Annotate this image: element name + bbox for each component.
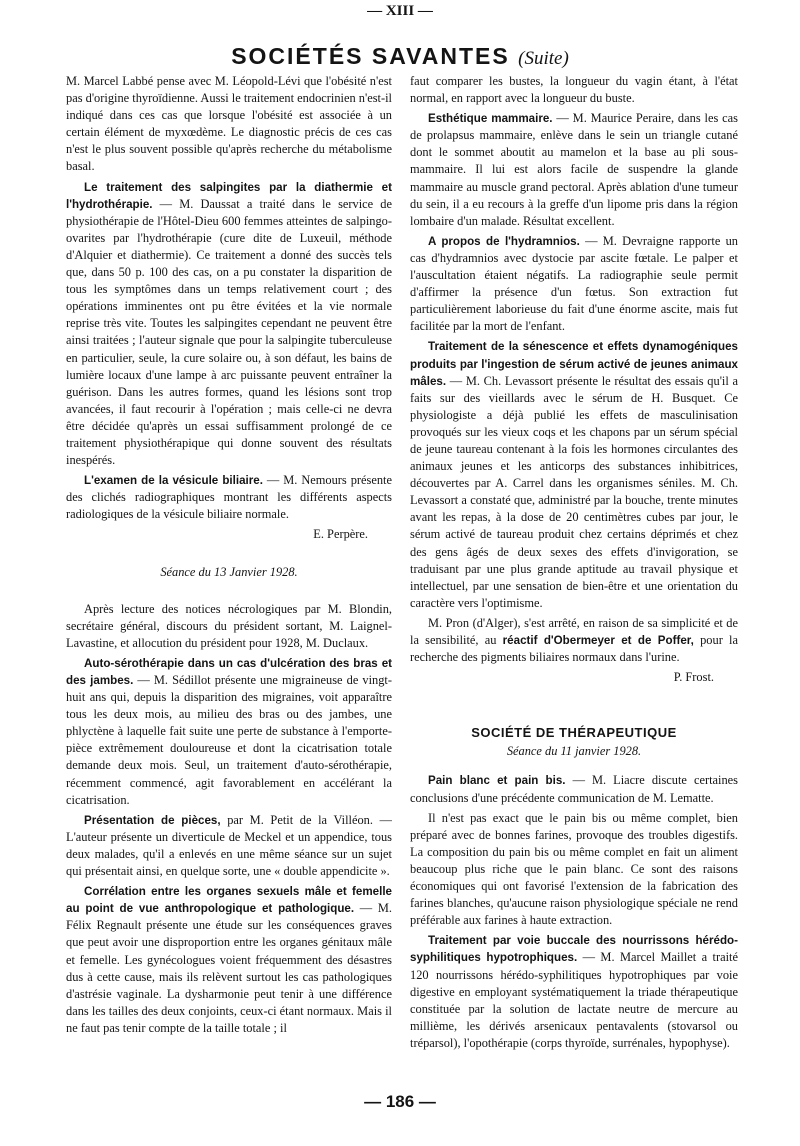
session-date: Séance du 11 janvier 1928. (506, 744, 642, 759)
article-body: M. Pron (d'Alger), s'est arrêté, en raison de sa simplicité et de la sensibilité, au (410, 615, 738, 647)
paragraph (410, 772, 738, 806)
paragraph (410, 615, 738, 666)
article-heading: Corrélation entre les organes sexuels mâle et femelle au point de vue anthropologique et pathologique. (66, 885, 392, 916)
paragraph: faut comparer les bustes, la longueur du vagin étant, à l'état normal, en rapport avec la longueur du buste. (410, 74, 738, 106)
article-heading: Le traitement des salpingites par la diathermie et l'hydrothérapie. (66, 180, 392, 211)
paragraph (66, 883, 392, 1037)
title-suffix: (Suite) (518, 48, 569, 69)
title-main: SOCIÉTÉS SAVANTES (231, 43, 510, 69)
article-heading: L'examen de la vésicule biliaire. (84, 474, 263, 488)
article-body: — M. Devraigne rapporte un cas d'hydramnios avec dystocie par ascite fœtale. Le palper et l'auscultation étaient négatifs. La radiographie seule permit d'affirmer la présence d'un fœtus. Son extraction fut particulièrement laborieuse du fait d'une énorme ascite, mais fut facilitée par la mort de l'enfant. (410, 233, 738, 334)
article-body: — M. Félix Regnault présente une étude sur les conséquences graves que peut avoir une disproportion entre les organes génitaux mâle et femelle. Les gynécologues voient fréquemment des désastres dus à cette cause, mais ils relèvent surtout les cas pathologiques d'astrésie vaginale. La dysharmonie peut tenir à une différence dans les tailles des deux conjoints, ceux-ci étant normaux. Mais il ne faut pas tenir compte de la taille totale ; il (66, 901, 392, 1035)
paragraph (66, 655, 392, 809)
article-body: — M. Maurice Peraire, dans les cas de prolapsus mammaire, enlève dans le sein un triangle cutané dont le sommet aboutit au mamelon et la base au pli sous-mammaire. Il lui est alors facile de suspendre la glande mammaire au muscle grand pectoral. Après ablation d'une tumeur du sein, il a eu recours à la greffe d'un lipome pris dans la région lombaire d'un malade. Résultat excellent. (410, 111, 738, 228)
author-signature: P. Frost. (673, 670, 714, 685)
paragraph: M. Marcel Labbé pense avec M. Léopold-Lévi que l'obésité n'est pas d'origine thyroïdienne. Aussi le traitement endocrinien n'est-il indiqué dans ces cas que lorsque l'obésité est associée à un certain élément de myxœdème. Le diagnostic précis de ces cas n'est le plus souvent possible qu'après recherche du métabolisme basal. (66, 74, 392, 174)
paragraph (410, 110, 738, 230)
article-heading: Présentation de pièces, (84, 813, 221, 827)
paragraph (410, 338, 738, 612)
session-date: Séance du 13 Janvier 1928. (160, 564, 298, 579)
author-signature: E. Perpère. (313, 527, 368, 542)
article-body: — M. Daussat a traité dans le service de physiothérapie de l'Hôtel-Dieu 600 femmes atteintes de salpingo-ovarites par l'hydrothérapie (cure dite de Luxeuil, méthode d'Alquier et diathermie). Ce traitement a donné des succès tels que, dans 50 p. 100 des cas, on a pu constater la disparition de tous les symptômes dans un temps relativement court ; des opérations imminentes ont pu être évitées et la vie normale reprise très vite. Toutes les salpingites cependant ne peuvent être ainsi traitées ; l'auteur signale que pour la salpingite tuberculeuse en particulier, seule, la cure solaire ou, à son défaut, les bains de lumière locaux d'une lampe à arc puissante peuvent entraîner la guérison. Dans les autres formes, quand les lésions sont trop avancées, il faut recourir à l'opération ; mais celle-ci ne devra être décidée qu'après un essai suffisamment prolongé de ce traitement physiothérapique qui donne souvent des résultats inespérés. (66, 196, 392, 468)
paragraph: Il n'est pas exact que le pain bis ou même complet, bien préparé avec de bonnes farines, provoque des troubles digestifs. La composition du pain bis ou même complet en fait un aliment beaucoup plus riche que le pain blanc. Ce sont des raisons économiques qui ont favorisé l'extension de la fabrication des farines blanches, qu'aucune raison physiologique spéciale ne rend préférable aux farines à haute extraction. (410, 810, 738, 928)
article-body: — M. Sédillot présente une migraineuse de vingt-huit ans qui, depuis la disparition des migraines, voit apparaître tous les deux mois, au milieu des bras ou des jambes, une phlyctène à laquelle fait suite une perte de substance à l'emporte-pièce extrêmement douloureuse et dont la cicatrisation totale demande deux mois. Seul, un traitement d'auto-sérothérapie, récemment commencé, agit favorablement en accélérant la cicatrisation. (66, 673, 392, 807)
paragraph (66, 812, 392, 880)
article-heading: Esthétique mammaire. (428, 112, 553, 126)
page-number: — 186 — (364, 1092, 436, 1111)
page-folio: — XIII — (367, 3, 433, 19)
society-title: SOCIÉTÉ DE THÉRAPEUTIQUE (471, 725, 677, 741)
article-heading: Pain blanc et pain bis. (428, 774, 566, 788)
article-heading: Traitement par voie buccale des nourrissons hérédo-syphilitiques hypotrophiques. (410, 934, 738, 965)
article-body: — M. Ch. Levassort présente le résultat des essais qu'il a faits sur des vieillards avec le sérum de H. Busquet. Ce physiologiste a déjà publié les effets de masculinisation provoqués sur les vieux coqs et les chapons par un sérum spécial de jeune taureau contenant à la fois les hormones circulantes des animaux jeunes et les anticorps des substances inhibitrices, découvertes par A. Carrel dans les organismes séniles. M. Ch. Levassort a constaté que, administré par la bouche, trente minutes avant les repas, à la dose de 20 centimètres cubes par jour, le sérum activé de taureau produit chez certains déprimés et chez des gens âgés de deux sexes des effets d'invigoration, se traduisant par une plus grande aptitude au travail physique et intellectuel, par une sensation de bien-être et une orientation du caractère vers l'optimisme. (410, 373, 738, 610)
paragraph (66, 179, 392, 470)
paragraph (410, 233, 738, 336)
right-column (410, 73, 738, 1113)
paragraph (410, 932, 738, 1052)
article-body: — M. Liacre discute certaines conclusions d'une précédente communication de M. Lematte. (410, 773, 738, 805)
article-heading: A propos de l'hydramnios. (428, 234, 580, 248)
left-column (66, 73, 392, 1113)
article-body: — M. Marcel Maillet a traité 120 nourrissons hérédo-syphilitiques hypotrophiques par voie digestive en employant systématiquement la triade thérapeutique constituée par la solution de lactate neutre de mercure au millième, les dérivés arsenicaux pentavalents (stovarsol ou tréparsol), l'opothérapie (corps thyroïde, surrénales, hypophyse). (410, 950, 738, 1050)
paragraph (66, 472, 392, 523)
page-title (0, 41, 800, 74)
paragraph: Après lecture des notices nécrologiques par M. Blondin, secrétaire général, discours du président sortant, M. Laignel-Lavastine, et allocution du président pour 1928, M. Duclaux. (66, 601, 392, 650)
article-body: — M. Nemours présente des clichés radiographiques montrant les différents aspects radiologiques de la vésicule biliaire normale. (66, 473, 392, 522)
article-body: pour la recherche des pigments biliaires normaux dans l'urine. (410, 633, 738, 665)
article-heading: réactif d'Obermeyer et de Poffer, (502, 634, 694, 647)
article-heading: Traitement de la sénescence et effets dynamogéniques produits par l'ingestion de sérum activé de jeunes animaux mâles. (410, 340, 738, 388)
article-heading: Auto-sérothérapie dans un cas d'ulcération des bras et des jambes. (66, 656, 392, 687)
article-body: par M. Petit de la Villéon. — L'auteur présente un diverticule de Meckel et un appendice, tous deux malades, qu'il a enlevés en une même séance sur un sujet qui présentait ainsi, en quelque sorte, une « double appendicite ». (66, 812, 392, 879)
